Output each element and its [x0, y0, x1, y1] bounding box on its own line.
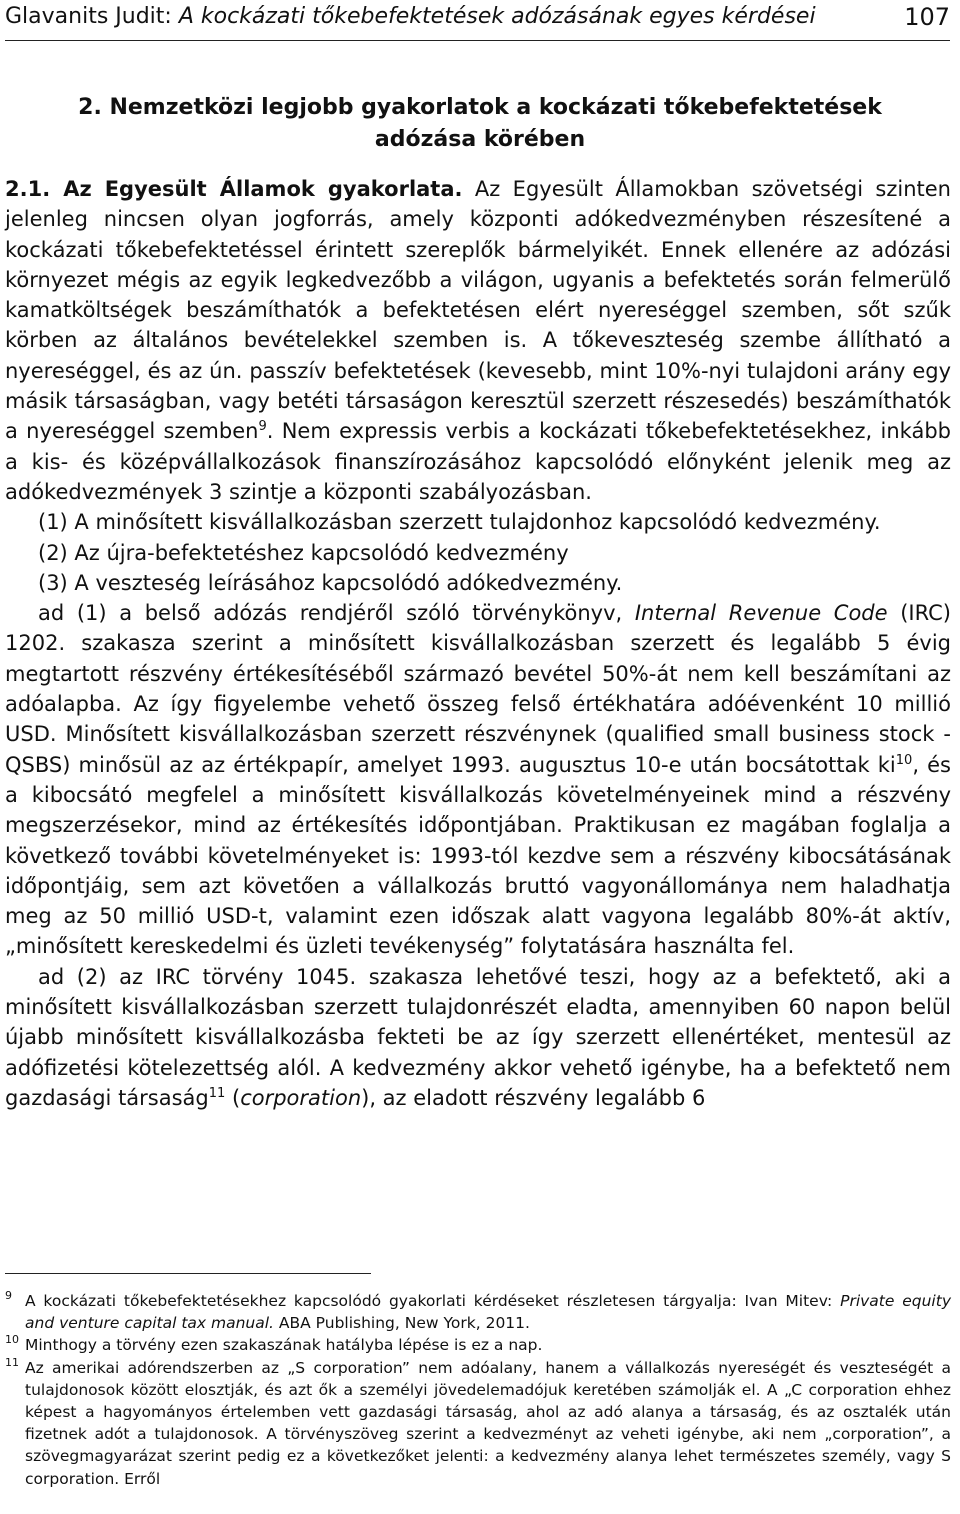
- paragraph-1-text-b: . Nem expressis verbis a kockázati tőkebefektetésekhez, inkább a kis- és középvállalkozások finanszírozásához kapcsolódó előnyként jelenik meg az adókedvezmények 3 szintje a központi szabályozásban.: [5, 419, 951, 504]
- footnote-text: Az amerikai adórendszerben az „S corporation” nem adóalany, hanem a vállalkozás nyereségét és veszteségét a tulajdonosok között elosztják, és azt ők a személyi jövedelemadójuk keretében számolják el. A „C corporation ehhez képest a hagyományos értelemben vett gazdasági társaság, ahol az adó alanya a társaság, és az osztalék után fizetnek adót a tulajdonosok. A törvényszöveg szerint a kedvezményt az veheti igénybe, aki nem „corporation”, a szövegmagyarázat szerint pedig ez a következőket jelenti: a kedvezmény alanya lehet természetes személy, vagy S corporation. Erről: [25, 1358, 951, 1488]
- section-heading-line-1: 2. Nemzetközi legjobb gyakorlatok a kockázati tőkebefektetések: [78, 95, 882, 120]
- footnote-9: [5, 1290, 951, 1334]
- footnote-text: A kockázati tőkebefektetésekhez kapcsolódó gyakorlati kérdéseket részletesen tárgyalja: Ivan Mitev:: [25, 1292, 841, 1310]
- paragraph-3-italic: corporation: [240, 1085, 362, 1110]
- footnote-ref-9: 9: [258, 419, 267, 435]
- paragraph-1: [5, 174, 951, 507]
- list-item-2: (2) Az újra-befektetéshez kapcsolódó kedvezmény: [38, 540, 569, 565]
- subsection-heading: 2.1. Az Egyesült Államok gyakorlata.: [5, 177, 463, 201]
- header-author: Glavanits Judit:: [5, 4, 179, 29]
- footnote-ref-10: 10: [895, 752, 913, 768]
- paragraph-2-text-a: ad (1) a belső adózás rendjéről szóló törvénykönyv,: [38, 601, 635, 626]
- footnote-ref-11: 11: [208, 1085, 226, 1101]
- paragraph-2-text-b: (IRC) 1202. szakasza szerint a minősített kisvállalkozásban szerzett és legalább 5 évig megtartott részvény értékesítéséből származó bevétel 50%-át nem kell beszámítani az adóalapba. Az így figyelembe vehető összeg felső értékhatára adóévenként 10 millió USD. Minősített kisvállalkozásban szerzett részvénynek (qualified small business stock - QSBS) minősül az az értékpapír, amelyet 1993. augusztus 10-e után bocsátottak ki: [5, 601, 951, 777]
- section-heading-line-2: adózása körében: [374, 127, 586, 152]
- footnote-text-b: ABA Publishing, New York, 2011.: [273, 1314, 530, 1333]
- footnote-number: 9: [5, 1289, 12, 1302]
- list-item-1: (1) A minősített kisvállalkozásban szerzett tulajdonhoz kapcsolódó kedvezmény.: [38, 510, 881, 535]
- footnote-number: 11: [5, 1355, 19, 1369]
- footnote-separator: [5, 1273, 371, 1274]
- paragraph-2: [5, 598, 951, 962]
- footnotes: [5, 1290, 951, 1490]
- paragraph-3-text-a: ad (2) az IRC törvény 1045. szakasza lehetővé teszi, hogy az a befektető, aki a minősített kisvállalkozásban szerzett tulajdonrészét eladta, amennyiben 60 napon belül újabb minősített kisvállalkozásba fekteti be az így szerzett ellenértéket, mentesül az adófizetési kötelezettség alól. A kedvezmény akkor vehető igénybe, ha a befektető nem gazdasági társaság: [5, 964, 951, 1110]
- paragraph-1-text-a: Az Egyesült Államokban szövetségi szinten jelenleg nincsen olyan jogforrás, amely központi adókedvezményben részesítené a kockázati tőkebefektetéssel érintett szereplők bármelyikét. Ennek ellenére az adózási környezet mégis az egyik legkedvezőbb a világon, ugyanis a befektetés során felmerülő kamatköltségek beszámíthatók a befektetésen elért nyereséggel szemben, sőt szűk körben az általános bevételekkel szemben is. A tőkeveszteség szembe állítható a nyereséggel, és az ún. passzív befektetések (kevesebb, mint 10%-nyi tulajdoni arány egy másik társaságban, vagy betéti társaságon keresztül szerzett részesedés) beszámíthatók a nyereséggel szemben: [5, 177, 951, 444]
- paragraph-2-text-c: , és a kibocsátó megfelel a minősített kisvállalkozás követelményeinek mind a részvény megszerzésekor, mind az értékesítés időpontjában. Praktikusan ez magában foglalja a következő további követelményeket is: 1993-tól kezdve sem a részvény kibocsátásának időpontjáig, sem azt követően a vállalkozás bruttó vagyonállománya nem haladhatja meg az 50 millió USD-t, valamint ezen időszak alatt vagyona legalább 80%-át aktív, „minősített kereskedelmi és üzleti tevékenység” folytatására használta fel.: [5, 752, 951, 959]
- header-title: A kockázati tőkebefektetések adózásának egyes kérdései: [178, 4, 816, 29]
- page-number: 107: [904, 3, 950, 31]
- body-text: [5, 174, 951, 1113]
- footnote-italic: Private equity and venture capital tax manual.: [25, 1292, 951, 1333]
- footnote-text: Minthogy a törvény ezen szakaszának hatályba lépése is ez a nap.: [25, 1336, 543, 1355]
- footnote-number: 10: [5, 1333, 19, 1347]
- footnote-10: [5, 1334, 951, 1356]
- paragraph-3: [5, 962, 951, 1113]
- paragraph-2-italic: Internal Revenue Code: [634, 601, 888, 626]
- paragraph-3-text-b: (: [225, 1085, 241, 1110]
- footnote-11: [5, 1357, 951, 1490]
- paragraph-3-text-c: ), az eladott részvény legalább 6: [361, 1085, 706, 1110]
- header-rule: [5, 40, 950, 41]
- list-item-3: (3) A veszteség leírásához kapcsolódó adókedvezmény.: [38, 570, 623, 595]
- header-citation: [5, 2, 816, 32]
- section-heading: [0, 92, 960, 156]
- running-header: [5, 2, 950, 42]
